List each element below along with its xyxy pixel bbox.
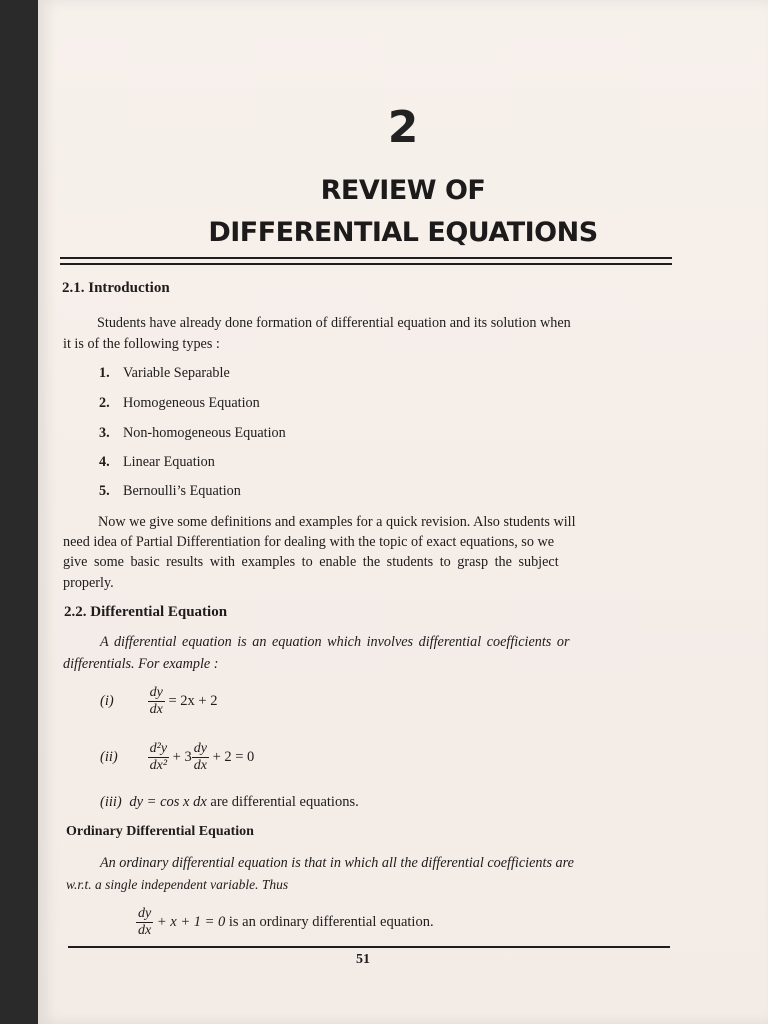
- page-number: 51: [356, 952, 370, 967]
- fraction-dy-dx: $\frac{dy}{dx}$: [149, 685, 163, 717]
- revision-paragraph-line2: need idea of Partial Differentiation for dealing with the topic of exact equations, so we: [63, 534, 555, 550]
- fraction-dy-dx: $\frac{dy}{dx}$: [193, 741, 207, 773]
- intro-paragraph-line2: it is of the following types :: [63, 336, 220, 352]
- title-rule-top: [60, 257, 672, 259]
- revision-paragraph-line1: Now we give some definitions and examples for a quick revision. Also students will: [98, 514, 576, 530]
- section-heading-ordinary-differential-equation: Ordinary Differential Equation: [66, 824, 254, 839]
- list-item: 2. Homogeneous Equation: [99, 395, 260, 411]
- ode-example: $\frac{dy}{dx}$ + x + 1 = 0 is an ordinary differential equation.: [138, 906, 434, 938]
- revision-paragraph-line3: give some basic results with examples to enable the students to grasp the subject: [63, 554, 559, 570]
- footer-rule: [68, 946, 670, 948]
- title-rule-bottom: [60, 263, 672, 265]
- chapter-title-line2: DIFFERENTIAL EQUATIONS: [208, 217, 598, 248]
- example-1: (i) $\frac{dy}{dx}$ = 2x + 2: [100, 685, 218, 717]
- chapter-title-line1: REVIEW OF: [320, 175, 486, 206]
- section-heading-differential-equation: 2.2. Differential Equation: [64, 604, 228, 620]
- definition-line1: A differential equation is an equation which involves differential coefficients or: [100, 634, 570, 650]
- fraction-d2y-dx2: $\frac{\text{d²y}}{\text{dx²}}$: [149, 741, 168, 773]
- ode-definition-line2: w.r.t. a single independent variable. Thus: [66, 877, 289, 892]
- list-item: 1. Variable Separable: [99, 365, 230, 381]
- intro-paragraph-line1: Students have already done formation of differential equation and its solution when: [97, 315, 571, 331]
- definition-line2: differentials. For example :: [63, 656, 219, 672]
- revision-paragraph-line4: properly.: [63, 575, 114, 591]
- list-item: 5. Bernoulli’s Equation: [99, 483, 241, 499]
- list-item: 4. Linear Equation: [99, 454, 215, 470]
- chapter-number: 2: [387, 102, 419, 153]
- list-item: 3. Non-homogeneous Equation: [99, 425, 286, 441]
- example-2: (ii) $\frac{\text{d²y}}{\text{dx²}}$ + 3 $\frac{dy}{dx}$ + 2 = 0: [100, 741, 255, 773]
- example-3: (iii) dy = cos x dx are differential equations.: [100, 794, 359, 810]
- section-heading-introduction: 2.1. Introduction: [62, 280, 170, 296]
- ode-definition-line1: An ordinary differential equation is that in which all the differential coefficients are: [100, 855, 574, 871]
- book-page: [38, 0, 768, 1024]
- fraction-dy-dx: $\frac{dy}{dx}$: [138, 906, 152, 938]
